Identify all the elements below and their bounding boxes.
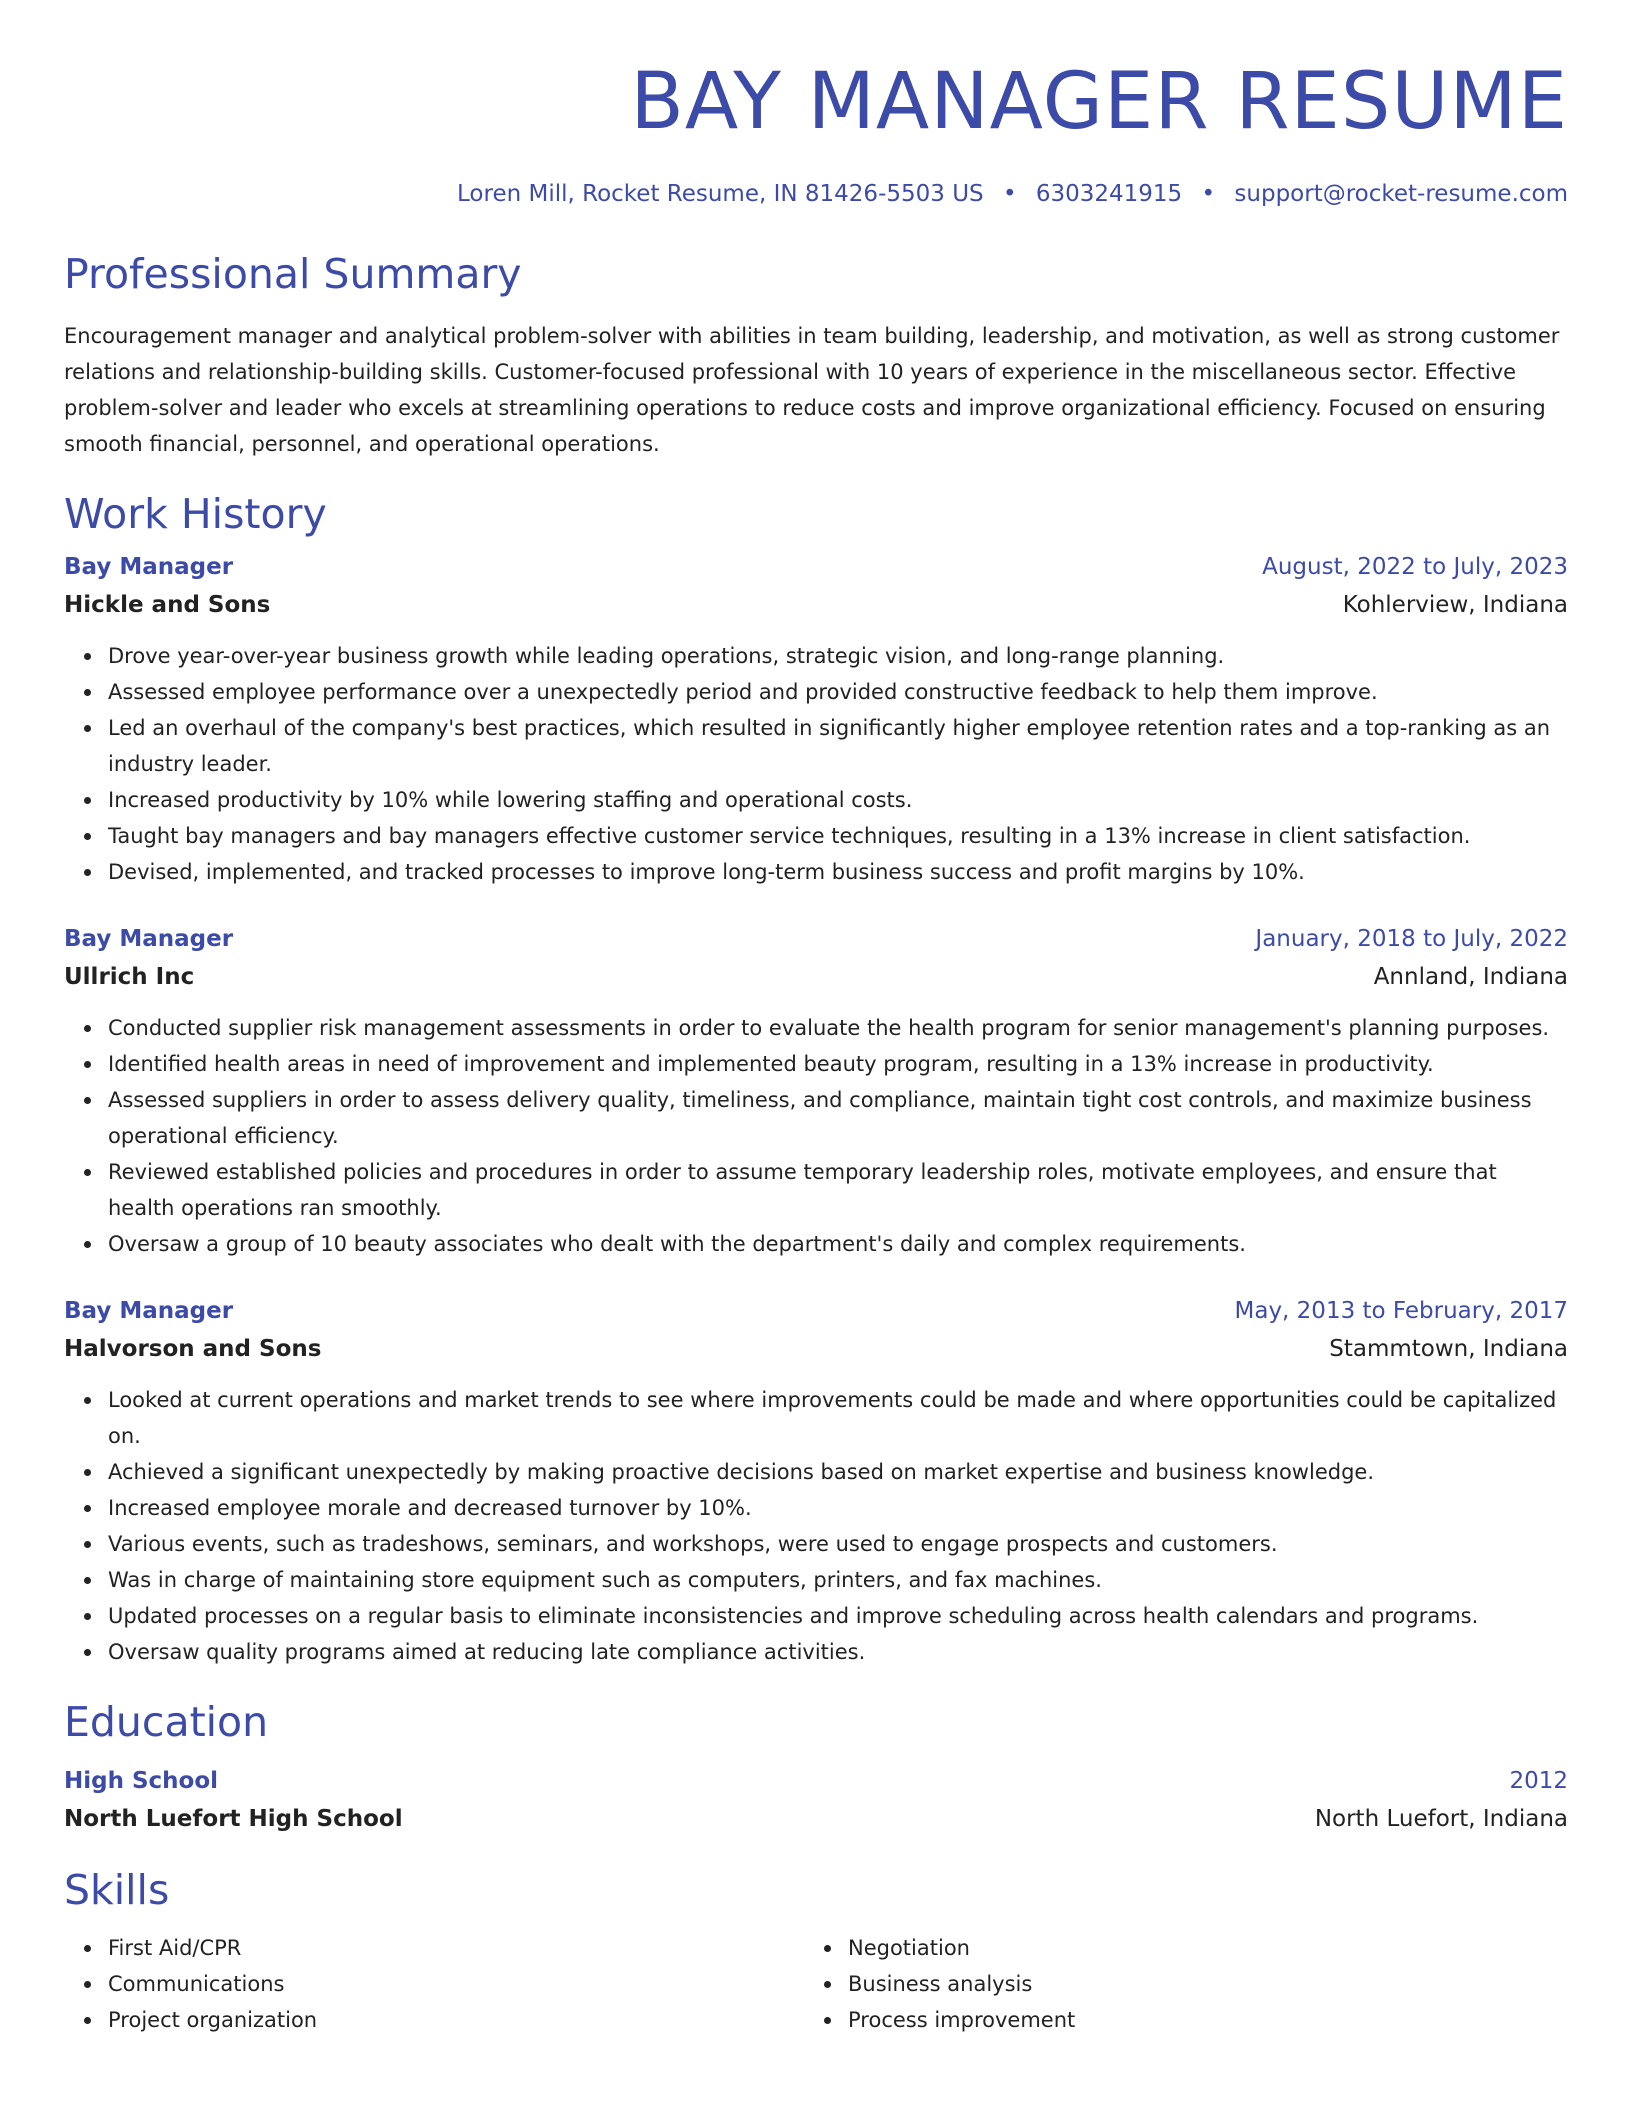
job-company-row <box>64 958 1568 996</box>
job-dates: January, 2018 to July, 2022 <box>1255 926 1568 952</box>
job-bullet: Looked at current operations and market trends to see where improvements could be made and where opportunities could be capitalized on. <box>108 1382 1568 1454</box>
skills-list <box>64 1930 804 2038</box>
skill-item: First Aid/CPR <box>108 1930 804 1966</box>
job-header-row <box>64 920 1568 958</box>
job-location: Stammtown, Indiana <box>1329 1336 1568 1362</box>
contact-phone: 6303241915 <box>1035 181 1183 207</box>
job-bullet: Increased employee morale and decreased turnover by 10%. <box>108 1490 1568 1526</box>
skill-item: Negotiation <box>848 1930 1544 1966</box>
work-history-heading: Work History <box>64 490 327 538</box>
skill-item: Process improvement <box>848 2002 1544 2038</box>
resume-title: BAY MANAGER RESUME <box>630 57 1568 147</box>
job-bullet: Drove year-over-year business growth while leading operations, strategic vision, and long-range planning. <box>108 638 1568 674</box>
education-location: North Luefort, Indiana <box>1314 1806 1568 1832</box>
job-dates: August, 2022 to July, 2023 <box>1262 554 1568 580</box>
job-bullet: Identified health areas in need of improvement and implemented beauty program, resulting in a 13% increase in productivity. <box>108 1046 1568 1082</box>
job-spacer <box>64 1262 1568 1292</box>
contact-line <box>64 178 1568 210</box>
education-school-row <box>64 1800 1568 1838</box>
job-dates: May, 2013 to February, 2017 <box>1234 1298 1568 1324</box>
education-heading: Education <box>64 1698 269 1746</box>
job-bullet: Oversaw quality programs aimed at reducing late compliance activities. <box>108 1634 1568 1670</box>
contact-email: support@rocket-resume.com <box>1234 181 1568 207</box>
skills-heading: Skills <box>64 1866 170 1914</box>
job-location: Annland, Indiana <box>1373 964 1568 990</box>
job-bullet: Assessed suppliers in order to assess delivery quality, timeliness, and compliance, maintain tight cost controls, and maximize business operational efficiency. <box>108 1082 1568 1154</box>
skills-column-right <box>804 1930 1544 2038</box>
job-bullet: Achieved a significant unexpectedly by making proactive decisions based on market expertise and business knowledge. <box>108 1454 1568 1490</box>
summary-text: Encouragement manager and analytical problem-solver with abilities in team building, leadership, and motivation, as well as strong customer relations and relationship-building skills. Customer-focused professional with 10 years of experience in the miscellaneous sector. Effective problem-solver and leader who excels at streamlining operations to reduce costs and improve organizational efficiency. Focused on ensuring smooth financial, personnel, and operational operations. <box>64 324 1560 456</box>
contact-address: Loren Mill, Rocket Resume, IN 81426-5503 US <box>457 181 984 207</box>
job-bullet: Oversaw a group of 10 beauty associates who dealt with the department's daily and complex requirements. <box>108 1226 1568 1262</box>
job-bullets <box>64 1382 1568 1670</box>
job-bullet: Various events, such as tradeshows, seminars, and workshops, were used to engage prospects and customers. <box>108 1526 1568 1562</box>
job-bullet: Was in charge of maintaining store equipment such as computers, printers, and fax machines. <box>108 1562 1568 1598</box>
job-company: Ullrich Inc <box>64 964 195 990</box>
contact-separator: • <box>1201 181 1216 207</box>
job-entry <box>64 920 1568 1262</box>
job-spacer <box>64 890 1568 920</box>
education-degree: High School <box>64 1768 219 1794</box>
job-bullet: Devised, implemented, and tracked processes to improve long-term business success and profit margins by 10%. <box>108 854 1568 890</box>
skills-list <box>804 1930 1544 2038</box>
job-entry <box>64 1292 1568 1670</box>
skill-item: Project organization <box>108 2002 804 2038</box>
job-bullet: Increased productivity by 10% while lowering staffing and operational costs. <box>108 782 1568 818</box>
skills-columns <box>64 1930 1568 2038</box>
job-header-row <box>64 548 1568 586</box>
job-bullet: Led an overhaul of the company's best practices, which resulted in significantly higher employee retention rates and a top-ranking as an industry leader. <box>108 710 1568 782</box>
job-company-row <box>64 1330 1568 1368</box>
job-bullet: Conducted supplier risk management assessments in order to evaluate the health program for senior management's planning purposes. <box>108 1010 1568 1046</box>
job-bullets <box>64 638 1568 890</box>
education-school: North Luefort High School <box>64 1806 403 1832</box>
job-entry <box>64 548 1568 890</box>
job-location: Kohlerview, Indiana <box>1342 592 1568 618</box>
skill-item: Communications <box>108 1966 804 2002</box>
job-title: Bay Manager <box>64 1298 234 1324</box>
job-company: Hickle and Sons <box>64 592 271 618</box>
job-bullet: Taught bay managers and bay managers effective customer service techniques, resulting in a 13% increase in client satisfaction. <box>108 818 1568 854</box>
job-bullet: Reviewed established policies and procedures in order to assume temporary leadership roles, motivate employees, and ensure that health operations ran smoothly. <box>108 1154 1568 1226</box>
job-header-row <box>64 1292 1568 1330</box>
job-bullet: Updated processes on a regular basis to eliminate inconsistencies and improve scheduling across health calendars and programs. <box>108 1598 1568 1634</box>
job-company: Halvorson and Sons <box>64 1336 322 1362</box>
contact-separator: • <box>1002 181 1017 207</box>
summary-heading: Professional Summary <box>64 250 522 298</box>
education-entry <box>64 1762 1568 1838</box>
job-title: Bay Manager <box>64 926 234 952</box>
job-title: Bay Manager <box>64 554 234 580</box>
skill-item: Business analysis <box>848 1966 1544 2002</box>
job-company-row <box>64 586 1568 624</box>
education-header-row <box>64 1762 1568 1800</box>
skills-column-left <box>64 1930 804 2038</box>
education-year: 2012 <box>1509 1768 1568 1794</box>
job-bullet: Assessed employee performance over a unexpectedly period and provided constructive feedback to help them improve. <box>108 674 1568 710</box>
job-bullets <box>64 1010 1568 1262</box>
